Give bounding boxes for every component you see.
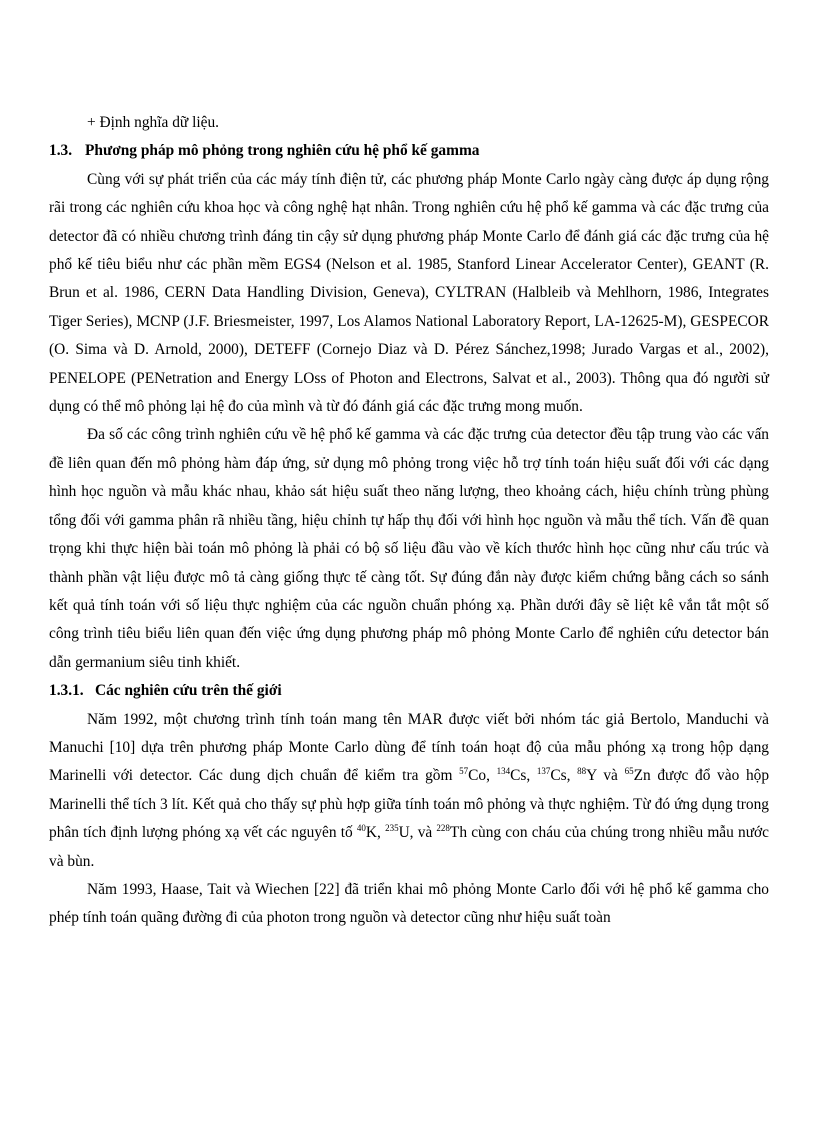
text-span: Năm 1992, một chương trình tính toán mang tên MAR được viết bởi nhóm tác giả Bertolo, Manduchi và Manuchi [10] dựa trên phương pháp Monte Carlo dùng để tính toán hoạt độ của mẫu phóng xạ trong hộp dạng Marinelli với detector. Các dung dịch chuẩn để kiểm tra gồm (49, 710, 769, 785)
isotope-mass: 235 (385, 823, 399, 834)
isotope-mass: 137 (536, 766, 551, 777)
paragraph-mar-program (49, 706, 769, 876)
subsection-title: Các nghiên cứu trên thế giới (95, 682, 282, 700)
subsection-number: 1.3.1. (49, 682, 84, 700)
isotope-mass: 57 (459, 766, 469, 777)
isotope-mass: 88 (577, 766, 587, 777)
text-span: Co, (468, 767, 497, 785)
section-heading-1-3 (49, 137, 769, 165)
isotope-mass: 134 (496, 766, 511, 777)
isotope-mass: 228 (436, 823, 450, 834)
paragraph-research-topics: Đa số các công trình nghiên cứu về hệ phổ kế gamma và các đặc trưng của detector đều tập trung vào các vấn đề liên quan đến mô phỏng hàm đáp ứng, sử dụng mô phỏng trong việc hỗ trợ tính toán hiệu suất đối với các dạng hình học nguồn và mẫu khác nhau, khảo sát hiệu suất theo năng lượng, theo khoảng cách, hiệu chính trùng phùng tổng đối với gamma phân rã nhiều tầng, hiệu chỉnh tự hấp thụ đối với hình học nguồn và mẫu thể tích. Vấn đề quan trọng khi thực hiện bài toán mô phỏng là phải có bộ số liệu đầu vào về kích thước hình học cũng như cấu trúc và thành phần vật liệu được mô tả càng giống thực tế càng tốt. Sự đúng đắn này được kiểm chứng bằng cách so sánh kết quả tính toán với số liệu thực nghiệm của các nguồn chuẩn phóng xạ. Phần dưới đây sẽ liệt kê vắn tắt một số công trình tiêu biểu liên quan đến việc ứng dụng phương pháp mô phỏng Monte Carlo để nghiên cứu detector bán dẫn germanium siêu tinh khiết. (49, 426, 769, 671)
text-span: Cs, (550, 767, 578, 785)
text-span: Th cùng con cháu của chúng trong nhiều mẫu nước và bùn. (49, 824, 770, 870)
bullet-definition: + Định nghĩa dữ liệu. (87, 114, 220, 131)
isotope-mass: 65 (624, 766, 634, 777)
text-span: Y và (586, 767, 625, 785)
text-span: U, và (398, 824, 437, 842)
section-number: 1.3. (49, 142, 73, 160)
isotope-mass: 40 (356, 823, 366, 834)
document-page (49, 109, 769, 933)
section-heading-1-3-1 (49, 677, 769, 705)
paragraph-haase-study: Năm 1993, Haase, Tait và Wiechen [22] đã triển khai mô phỏng Monte Carlo đối với hệ phổ kế gamma cho phép tính toán quãng đường đi của photon trong nguồn và detector cũng như hiệu suất toàn (49, 880, 769, 927)
text-span: K, (365, 824, 386, 842)
section-title: Phương pháp mô phỏng trong nghiên cứu hệ phổ kế gamma (85, 142, 480, 160)
text-span: Cs, (510, 767, 537, 785)
paragraph-simulation-software: Cùng với sự phát triển của các máy tính điện tử, các phương pháp Monte Carlo ngày càng được áp dụng rộng rãi trong các nghiên cứu khoa học và công nghệ hạt nhân. Trong nghiên cứu hệ phổ kế gamma và các đặc trưng của detector đã có nhiều chương trình đáng tin cậy sử dụng phương pháp Monte Carlo để đánh giá các đặc trưng của hệ phổ kế tiêu biểu như các phần mềm EGS4 (Nelson et al. 1985, Stanford Linear Accelerator Center), GEANT (R. Brun et al. 1986, CERN Data Handling Division, Geneva), CYLTRAN (Halbleib và Mehlhorn, 1986, Integrates Tiger Series), MCNP (J.F. Briesmeister, 1997, Los Alamos National Laboratory Report, LA-12625-M), GESPECOR (O. Sima và D. Arnold, 2000), DETEFF (Cornejo Diaz và D. Pérez Sánchez,1998; Jurado Vargas et al., 2002), PENELOPE (PENetration and Energy LOss of Photon and Electrons, Salvat et al., 2003). Thông qua đó người sử dụng có thể mô phỏng lại hệ đo của mình và từ đó đánh giá các đặc trưng mong muốn. (49, 170, 769, 416)
text-span: Zn được đổ vào hộp Marinelli thể tích 3 lít. Kết quả cho thấy sự phù hợp giữa tính toán mô phỏng và thực nghiệm. Từ đó ứng dụng trong phân tích định lượng phóng xạ vết các nguyên tố (49, 767, 770, 842)
